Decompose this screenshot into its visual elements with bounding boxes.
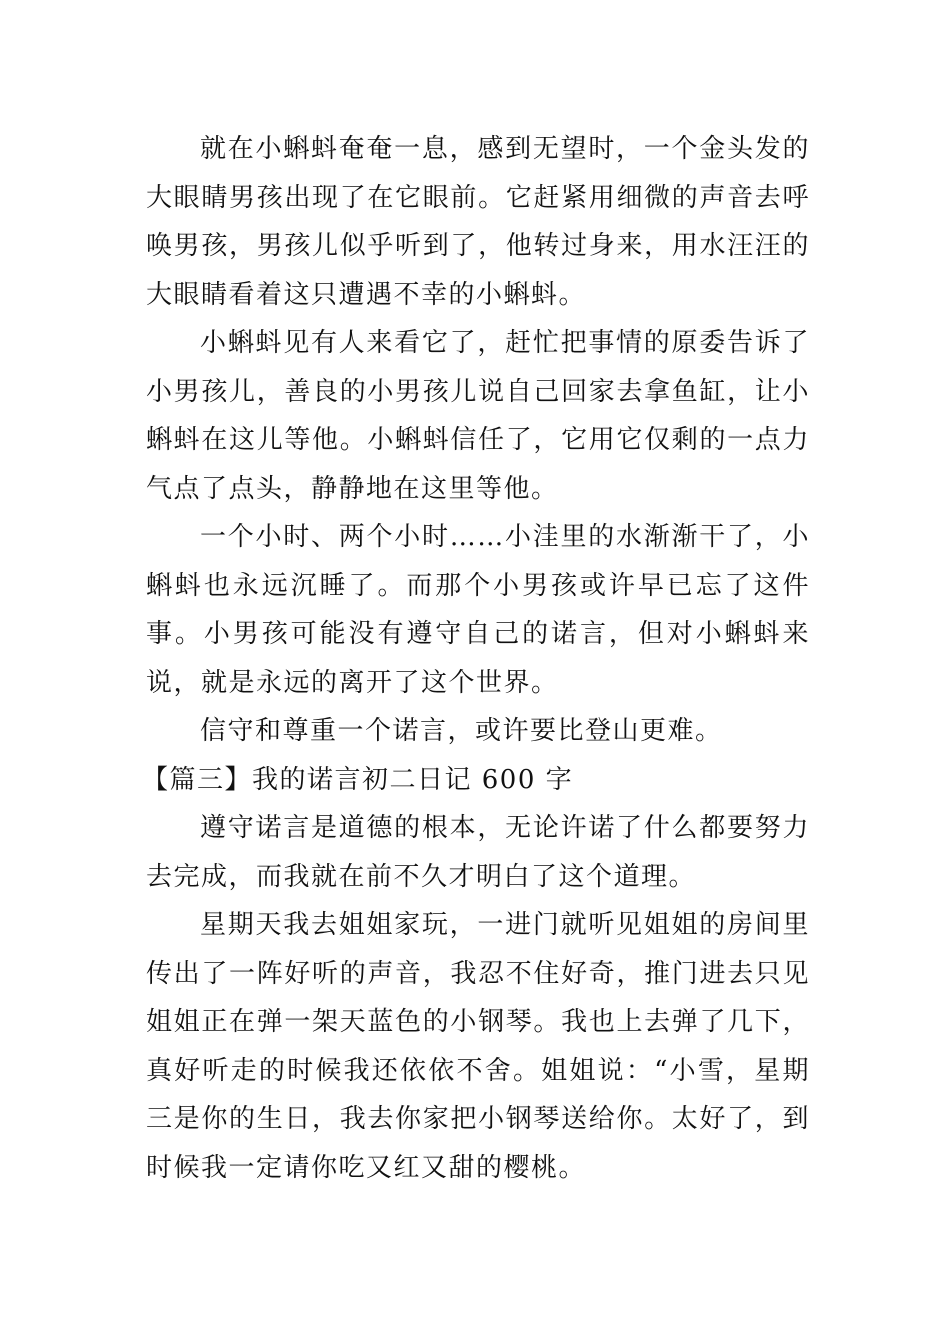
paragraph-keep-promise: 信守和尊重一个诺言，或许要比登山更难。 [200, 716, 723, 746]
paragraph-tadpole-dying: 就在小蝌蚪奄奄一息，感到无望时，一个金头发的大眼睛男孩出现了在它眼前。它赶紧用细微的声音去呼唤男孩，男孩儿似乎听到了，他转过身来，用水汪汪的大眼睛看着这只遭遇不幸的小蝌蚪。 [146, 134, 810, 310]
document-body [142, 125, 810, 1192]
paragraph-tadpole-sleeps: 一个小时、两个小时……小洼里的水渐渐干了，小蝌蚪也永远沉睡了。而那个小男孩或许早已忘了这件事。小男孩可能没有遵守自己的诺言，但对小蝌蚪来说，就是永远的离开了这个世界。 [146, 522, 810, 698]
section-heading: 【篇三】我的诺言初二日记 600 字 [142, 764, 574, 795]
paragraph-promise-intro: 遵守诺言是道德的根本，无论许诺了什么都要努力去完成，而我就在前不久才明白了这个道理。 [146, 813, 810, 892]
paragraph-tadpole-waiting: 小蝌蚪见有人来看它了，赶忙把事情的原委告诉了小男孩儿，善良的小男孩儿说自己回家去拿鱼缸，让小蝌蚪在这儿等他。小蝌蚪信任了，它用它仅剩的一点力气点了点头，静静地在这里等他。 [146, 328, 810, 504]
paragraph-piano-story: 星期天我去姐姐家玩，一进门就听见姐姐的房间里传出了一阵好听的声音，我忍不住好奇，推门进去只见姐姐正在弹一架天蓝色的小钢琴。我也上去弹了几下，真好听走的时候我还依依不舍。姐姐说：“小雪，星期三是你的生日，我去你家把小钢琴送给你。太好了，到时候我一定请你吃又红又甜的樱桃。 [146, 910, 810, 1183]
